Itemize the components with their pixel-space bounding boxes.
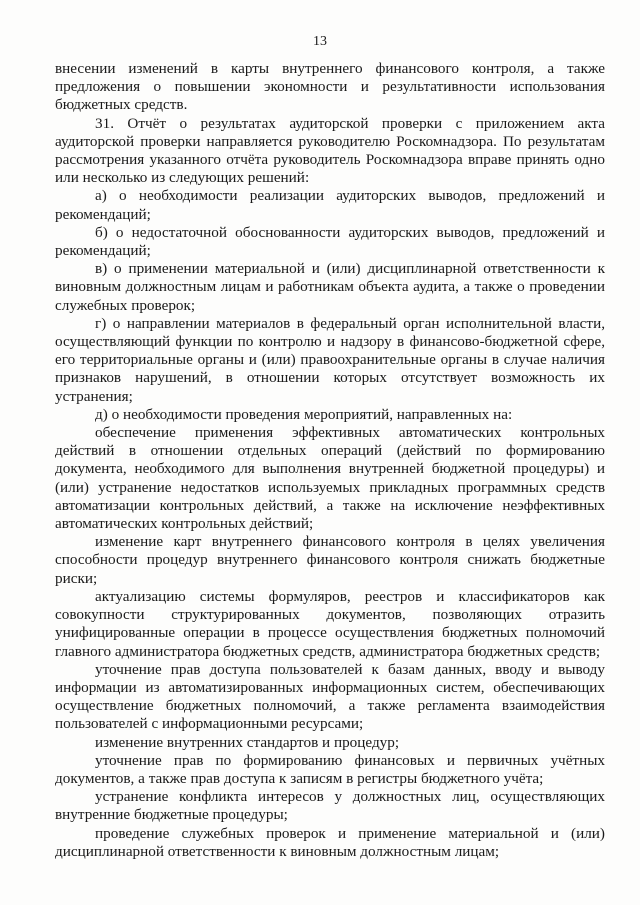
document-body	[55, 60, 605, 861]
page-number: 13	[313, 34, 327, 49]
paragraph-measure-4: уточнение прав доступа пользователей к базам данных, вводу и выводу информации из автоматизированных информационных систем, обеспечивающих осуществление бюджетных полномочий, а также регламента взаимодействия пользователей с информационными ресурсами;	[55, 660, 605, 733]
paragraph-clause-31: 31. Отчёт о результатах аудиторской проверки с приложением акта аудиторской проверки направляется руководителю Роскомнадзора. По результатам рассмотрения указанного отчёта руководитель Роскомнадзора вправе принять одно или несколько из следующих решений:	[55, 114, 605, 187]
paragraph-continuation: внесении изменений в карты внутреннего финансового контроля, а также предложения о повышении экономности и результативности использования бюджетных средств.	[55, 60, 605, 114]
paragraph-measure-2: изменение карт внутреннего финансового контроля в целях увеличения способности процедур внутреннего финансового контроля снижать бюджетные риски;	[55, 533, 605, 587]
paragraph-item-b: б) о недостаточной обоснованности аудиторских выводов, предложений и рекомендаций;	[55, 223, 605, 260]
paragraph-item-a: а) о необходимости реализации аудиторских выводов, предложений и рекомендаций;	[55, 187, 605, 223]
paragraph-measure-5: изменение внутренних стандартов и процедур;	[95, 733, 400, 751]
paragraph-item-d: д) о необходимости проведения мероприятий, направленных на:	[95, 405, 513, 423]
paragraph-measure-6: уточнение прав по формированию финансовых и первичных учётных документов, а также прав доступа к записям в регистры бюджетного учёта;	[55, 751, 605, 787]
paragraph-measure-8: проведение служебных проверок и применение материальной и (или) дисциплинарной ответственности к виновным должностным лицам;	[55, 824, 605, 860]
paragraph-item-g: г) о направлении материалов в федеральный орган исполнительной власти, осуществляющий функции по контролю и надзору в финансово-бюджетной сфере, его территориальные органы и (или) правоохранительные органы в случае наличия признаков нарушений, в отношении которых отсутствует возможность их устранения;	[55, 314, 605, 405]
paragraph-measure-3: актуализацию системы формуляров, реестров и классификаторов как совокупности структурированных документов, позволяющих отразить унифицированные операции в процессе осуществления бюджетных полномочий главного администратора бюджетных средств, администратора бюджетных средств;	[55, 587, 605, 660]
paragraph-measure-7: устранение конфликта интересов у должностных лиц, осуществляющих внутренние бюджетные процедуры;	[55, 788, 605, 824]
paragraph-item-v: в) о применении материальной и (или) дисциплинарной ответственности к виновным должностным лицам и работникам объекта аудита, а также о проведении служебных проверок;	[55, 260, 605, 314]
paragraph-measure-1: обеспечение применения эффективных автоматических контрольных действий в отношении отдельных операций (действий по формированию документа, необходимого для выполнения внутренней бюджетной процедуры) и (или) устранение недостатков используемых прикладных программных средств автоматизации контрольных действий, а также на исключение неэффективных автоматических контрольных действий;	[55, 424, 605, 533]
